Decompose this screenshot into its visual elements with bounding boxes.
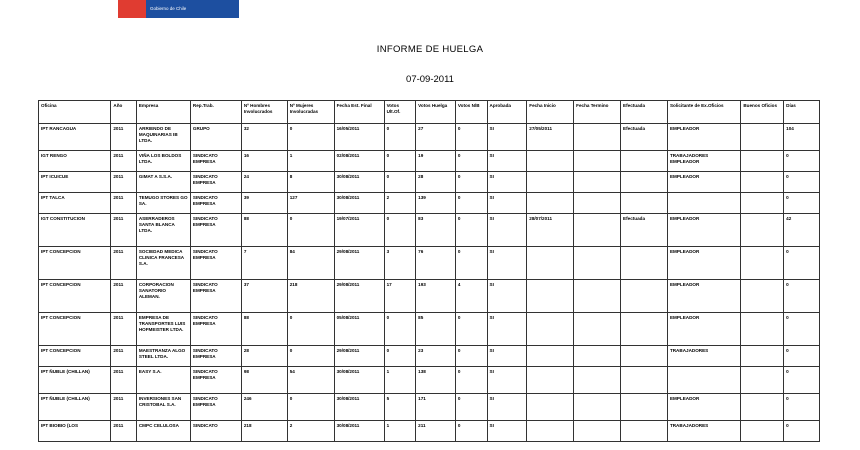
table-body: [39, 124, 820, 442]
table-cell: 0: [384, 124, 416, 151]
table-cell: GRUPO: [190, 124, 241, 151]
table-cell: IPT CONCEPCION: [39, 313, 111, 346]
table-row: [39, 346, 820, 367]
table-cell: 29/08/2011: [334, 346, 384, 367]
logo-flag-icon: [118, 0, 146, 18]
table-cell: EMPLEADOR: [667, 280, 740, 313]
table-cell: 0: [287, 313, 334, 346]
table-cell: 0: [784, 394, 820, 421]
table-cell: [667, 367, 740, 394]
table-cell: MAESTRANZA ALGO STEEL LTDA.: [136, 346, 190, 367]
table-cell: SINDICATO EMPRESA: [190, 193, 241, 214]
table-cell: 138: [416, 367, 456, 394]
table-cell: SI: [487, 394, 527, 421]
table-cell: 2011: [111, 124, 136, 151]
table-cell: IPT BIOBIO (LOS: [39, 421, 111, 442]
table-cell: 30/08/2011: [334, 367, 384, 394]
col-fecha-termino: Fecha Termino: [574, 101, 621, 124]
table-cell: 2011: [111, 193, 136, 214]
table-cell: 28/07/2011: [527, 214, 574, 247]
table-cell: [621, 394, 668, 421]
col-votos-ult: Votos Ult.Of.: [384, 101, 416, 124]
table-cell: [741, 214, 784, 247]
table-cell: [527, 346, 574, 367]
table-cell: [741, 124, 784, 151]
table-cell: [527, 394, 574, 421]
table-cell: IPT RANCAGUA: [39, 124, 111, 151]
table-cell: [527, 151, 574, 172]
table-cell: 32: [241, 124, 287, 151]
table-cell: 0: [455, 367, 487, 394]
table-cell: TRABAJADORES: [667, 346, 740, 367]
table-cell: 54: [287, 367, 334, 394]
table-cell: 0: [287, 214, 334, 247]
table-cell: 30/08/2011: [334, 421, 384, 442]
table-cell: [621, 313, 668, 346]
col-dias: Días: [784, 101, 820, 124]
table-cell: [741, 172, 784, 193]
table-cell: SINDICATO EMPRESA: [190, 346, 241, 367]
col-rep-trab: Rep.Trab.: [190, 101, 241, 124]
table-cell: 0: [784, 151, 820, 172]
table-cell: SINDICATO EMPRESA: [190, 367, 241, 394]
col-aprobada: Aprobada: [487, 101, 527, 124]
table-cell: Efectuada: [621, 214, 668, 247]
table-cell: 2011: [111, 346, 136, 367]
table-row: [39, 394, 820, 421]
table-cell: 0: [784, 313, 820, 346]
table-cell: 218: [241, 421, 287, 442]
table-cell: SI: [487, 247, 527, 280]
table-cell: 2011: [111, 313, 136, 346]
table-cell: [621, 346, 668, 367]
table-cell: 2: [384, 193, 416, 214]
table-cell: 0: [455, 124, 487, 151]
table-cell: 127: [287, 193, 334, 214]
table-cell: [741, 280, 784, 313]
table-cell: [621, 421, 668, 442]
table-cell: 104: [784, 124, 820, 151]
table-cell: [741, 394, 784, 421]
table-cell: 16: [241, 151, 287, 172]
table-cell: 0: [287, 124, 334, 151]
col-fecha-inicio: Fecha Inicio: [527, 101, 574, 124]
table-cell: 84: [287, 247, 334, 280]
table-cell: SI: [487, 346, 527, 367]
table-cell: [527, 421, 574, 442]
table-cell: 0: [384, 346, 416, 367]
table-cell: [741, 193, 784, 214]
table-cell: 30/08/2011: [334, 172, 384, 193]
table-cell: EMPLEADOR: [667, 214, 740, 247]
table-cell: 0: [455, 421, 487, 442]
logo-text: Gobierno de Chile: [150, 6, 187, 11]
table-cell: 30/08/2011: [334, 394, 384, 421]
table-cell: 1: [287, 151, 334, 172]
col-hombres: Nº Hombres Involucrados: [241, 101, 287, 124]
table-cell: [527, 367, 574, 394]
table-cell: [527, 313, 574, 346]
table-cell: 28: [241, 346, 287, 367]
table-cell: EMPLEADOR: [667, 394, 740, 421]
table-cell: 37: [241, 280, 287, 313]
table-cell: 0: [455, 346, 487, 367]
table-cell: SINDICATO EMPRESA: [190, 151, 241, 172]
table-cell: SI: [487, 214, 527, 247]
table-cell: 98: [241, 367, 287, 394]
table-cell: Efectuada: [621, 124, 668, 151]
table-cell: [574, 346, 621, 367]
table-cell: 5: [384, 394, 416, 421]
table-cell: 39: [241, 193, 287, 214]
table-cell: CMPC CELULOSA: [136, 421, 190, 442]
table-cell: [741, 367, 784, 394]
table-cell: IPT CONCEPCION: [39, 346, 111, 367]
table-cell: 17: [384, 280, 416, 313]
table-cell: TRABAJADORES EMPLEADOR: [667, 151, 740, 172]
table-cell: SI: [487, 124, 527, 151]
col-votos-huelga: Votos Huelga: [416, 101, 456, 124]
table-cell: SI: [487, 172, 527, 193]
table-cell: 2011: [111, 214, 136, 247]
table-cell: EMPRESA DE TRANSPORTES LUIS HOFMEISTER LTDA.: [136, 313, 190, 346]
table-cell: 88: [241, 313, 287, 346]
table-cell: 27: [416, 124, 456, 151]
table-cell: 16/05/2011: [334, 124, 384, 151]
table-cell: [621, 172, 668, 193]
table-cell: 0: [455, 247, 487, 280]
table-cell: 0: [784, 247, 820, 280]
table-cell: [527, 193, 574, 214]
table-cell: 19/07/2011: [334, 214, 384, 247]
table-cell: [527, 172, 574, 193]
table-cell: IPT ÑUBLE (CHILLAN): [39, 394, 111, 421]
table-cell: EASY S.A.: [136, 367, 190, 394]
table-cell: 0: [287, 346, 334, 367]
table-cell: IPT ICUICUE: [39, 172, 111, 193]
col-empresa: Empresa: [136, 101, 190, 124]
table-cell: 246: [241, 394, 287, 421]
table-cell: 02/08/2011: [334, 151, 384, 172]
table-cell: IPT TALCA: [39, 193, 111, 214]
table-cell: IPT CONCEPCION: [39, 247, 111, 280]
table-cell: INVERSIONES SAN CRISTOBAL S.A.: [136, 394, 190, 421]
table-cell: 19: [416, 151, 456, 172]
table-cell: 0: [455, 151, 487, 172]
table-row: [39, 313, 820, 346]
table-row: [39, 214, 820, 247]
table-cell: 171: [416, 394, 456, 421]
table-cell: EMPLEADOR: [667, 247, 740, 280]
table-cell: IPT ÑUBLE (CHILLAN): [39, 367, 111, 394]
table-cell: SINDICATO EMPRESA: [190, 280, 241, 313]
table-cell: 0: [455, 172, 487, 193]
table-cell: [574, 394, 621, 421]
table-cell: IGT RENGO: [39, 151, 111, 172]
table-cell: GIMAT A S.S.A.: [136, 172, 190, 193]
table-cell: 0: [784, 421, 820, 442]
col-votos-nb: Votos N/B: [455, 101, 487, 124]
table-cell: 2011: [111, 280, 136, 313]
table-cell: 88: [241, 214, 287, 247]
table-cell: [741, 346, 784, 367]
report-date: 07-09-2011: [406, 74, 454, 85]
table-cell: [621, 151, 668, 172]
table-cell: 8: [287, 172, 334, 193]
table-row: [39, 172, 820, 193]
table-cell: 0: [287, 394, 334, 421]
table-cell: 2011: [111, 172, 136, 193]
table-cell: SINDICATO EMPRESA: [190, 172, 241, 193]
table-cell: 2011: [111, 151, 136, 172]
table-cell: ARRIENDO DE MAQUINARIAS IB LTDA.: [136, 124, 190, 151]
table-cell: TEMUGO STORES GO SA.: [136, 193, 190, 214]
strike-report-table: [38, 100, 820, 442]
table-cell: EMPLEADOR: [667, 124, 740, 151]
table-cell: 2011: [111, 421, 136, 442]
table-cell: [574, 151, 621, 172]
table-row: [39, 367, 820, 394]
col-solicitante: Solicitante de Ex.Oficios: [667, 101, 740, 124]
table-row: [39, 124, 820, 151]
table-cell: 2011: [111, 367, 136, 394]
table-row: [39, 280, 820, 313]
table-cell: 0: [455, 193, 487, 214]
table-cell: [527, 280, 574, 313]
table-cell: 85: [416, 313, 456, 346]
table-cell: 218: [287, 280, 334, 313]
table-cell: 7: [241, 247, 287, 280]
table-row: [39, 151, 820, 172]
table-cell: 0: [784, 367, 820, 394]
table-cell: 193: [416, 280, 456, 313]
table-cell: CORPORACION SANATORIO ALEMAN.: [136, 280, 190, 313]
table-cell: 0: [455, 394, 487, 421]
table-cell: SI: [487, 313, 527, 346]
table-cell: [574, 280, 621, 313]
table-cell: [574, 214, 621, 247]
table-cell: SI: [487, 280, 527, 313]
table-cell: SINDICATO EMPRESA: [190, 394, 241, 421]
table-cell: SOCIEDAD MEDICA CLINICA FRANCESA S.A.: [136, 247, 190, 280]
table-cell: 1: [384, 367, 416, 394]
table-cell: [621, 280, 668, 313]
table-cell: [574, 124, 621, 151]
table-cell: [621, 367, 668, 394]
table-cell: IGT CONSTITUCION: [39, 214, 111, 247]
table-cell: 28: [416, 172, 456, 193]
table-cell: 211: [416, 421, 456, 442]
table-cell: EMPLEADOR: [667, 313, 740, 346]
table-cell: 23: [416, 346, 456, 367]
table-cell: 0: [784, 346, 820, 367]
table-cell: 0: [784, 193, 820, 214]
table-cell: EMPLEADOR: [667, 172, 740, 193]
table-cell: 3: [384, 247, 416, 280]
table-row: [39, 193, 820, 214]
table-cell: SI: [487, 367, 527, 394]
table-cell: 27/05/2011: [527, 124, 574, 151]
table-cell: [741, 151, 784, 172]
table-cell: 1: [384, 421, 416, 442]
table-cell: [574, 172, 621, 193]
table-cell: 0: [384, 313, 416, 346]
table-cell: [574, 193, 621, 214]
table-cell: 76: [416, 247, 456, 280]
table-cell: [741, 247, 784, 280]
col-efectuada: Efectuada: [621, 101, 668, 124]
col-oficina: Oficina: [39, 101, 111, 124]
table-cell: 83: [416, 214, 456, 247]
table-cell: [574, 313, 621, 346]
table-cell: SINDICATO EMPRESA: [190, 247, 241, 280]
table-cell: 05/08/2011: [334, 313, 384, 346]
table-cell: 24: [241, 172, 287, 193]
table-row: [39, 421, 820, 442]
table-cell: 0: [384, 172, 416, 193]
col-mujeres: Nº Mujeres Involucradas: [287, 101, 334, 124]
table-cell: 0: [784, 172, 820, 193]
col-fecha-est: Fecha Est. Final: [334, 101, 384, 124]
table-cell: 42: [784, 214, 820, 247]
table-cell: [574, 247, 621, 280]
table-cell: [574, 421, 621, 442]
table-cell: VIÑA LOS BOLDOS LTDA.: [136, 151, 190, 172]
table-cell: SI: [487, 421, 527, 442]
table-cell: 30/08/2011: [334, 193, 384, 214]
table-cell: [741, 313, 784, 346]
col-buenos-oficios: Buenos Oficios: [741, 101, 784, 124]
table-cell: 0: [455, 214, 487, 247]
table-cell: 0: [384, 151, 416, 172]
table-cell: TRABAJADORES: [667, 421, 740, 442]
table-cell: [527, 247, 574, 280]
table-cell: 29/08/2011: [334, 280, 384, 313]
table-cell: 0: [784, 280, 820, 313]
table-cell: [574, 367, 621, 394]
table-header-row: [39, 101, 820, 124]
table-cell: SI: [487, 151, 527, 172]
table-cell: 0: [455, 313, 487, 346]
table-cell: 2: [287, 421, 334, 442]
report-title: INFORME DE HUELGA: [376, 44, 484, 55]
col-ano: Año: [111, 101, 136, 124]
table-cell: [741, 421, 784, 442]
table-cell: IPT CONCEPCION: [39, 280, 111, 313]
table-cell: ASERRADEROS SANTA BLANCA LTDA.: [136, 214, 190, 247]
table-cell: 0: [384, 214, 416, 247]
table-cell: [621, 193, 668, 214]
table-cell: SINDICATO: [190, 421, 241, 442]
table-cell: 4: [455, 280, 487, 313]
table-cell: SI: [487, 193, 527, 214]
table-cell: 2011: [111, 394, 136, 421]
table-cell: [621, 247, 668, 280]
table-cell: 2011: [111, 247, 136, 280]
table-cell: 29/08/2011: [334, 247, 384, 280]
table-cell: SINDICATO EMPRESA: [190, 214, 241, 247]
table-cell: 139: [416, 193, 456, 214]
table-row: [39, 247, 820, 280]
table-cell: [667, 193, 740, 214]
table-cell: SINDICATO EMPRESA: [190, 313, 241, 346]
